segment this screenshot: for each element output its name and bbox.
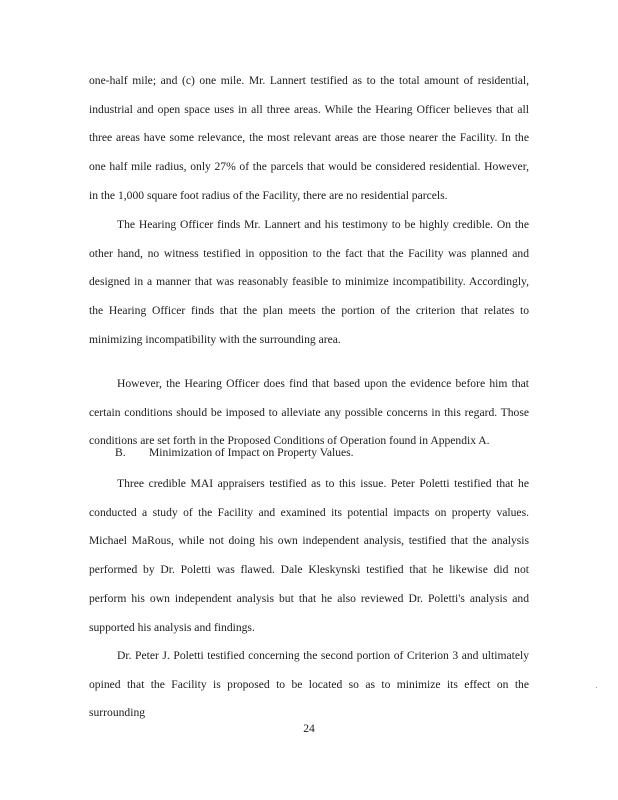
paragraph-conditions-imposed: However, the Hearing Officer does find that based upon the evidence before him that certain conditions should be imposed to alleviate any possible concerns in this regard. Those conditions are set forth in the Proposed Conditions of Operation found in Appendix A. (89, 377, 529, 448)
scan-speck (596, 687, 597, 688)
paragraph-lannert-credibility: The Hearing Officer finds Mr. Lannert and his testimony to be highly credible. On the other hand, no witness testified in opposition to the fact that the Facility was planned and designed in a manner that was reasonably feasible to minimize incompatibility. Accordingly, the Hearing Officer finds that the plan meets the portion of the criterion that relates to minimizing incompatibility with the surrounding area. (89, 218, 529, 346)
page-number: 24 (303, 722, 315, 735)
paragraph-mai-appraisers: Three credible MAI appraisers testified as to this issue. Peter Poletti testified that he conducted a study of the Facility and examined its potential impacts on property values. Michael MaRous, while not doing his own independent analysis, testified that the analysis performed by Dr. Poletti was flawed. Dale Kleskynski testified that he likewise did not perform his own independent analysis but that he also reviewed Dr. Poletti's analysis and supported his analysis and findings. (89, 477, 529, 634)
section-heading-title: Minimization of Impact on Property Values. (149, 446, 354, 459)
section-heading-letter: B. (115, 446, 126, 459)
paragraph-poletti-opinion: Dr. Peter J. Poletti testified concerning the second portion of Criterion 3 and ultimately opined that the Facility is proposed to be located so as to minimize its effect on the surrounding (89, 649, 529, 720)
section-heading (115, 443, 354, 463)
paragraph-lannert-testimony-areas: one-half mile; and (c) one mile. Mr. Lannert testified as to the total amount of residential, industrial and open space uses in all three areas. While the Hearing Officer believes that all three areas have some relevance, the most relevant areas are those nearer the Facility. In the one half mile radius, only 27% of the parcels that would be considered residential. However, in the 1,000 square foot radius of the Facility, there are no residential parcels. (89, 74, 529, 202)
